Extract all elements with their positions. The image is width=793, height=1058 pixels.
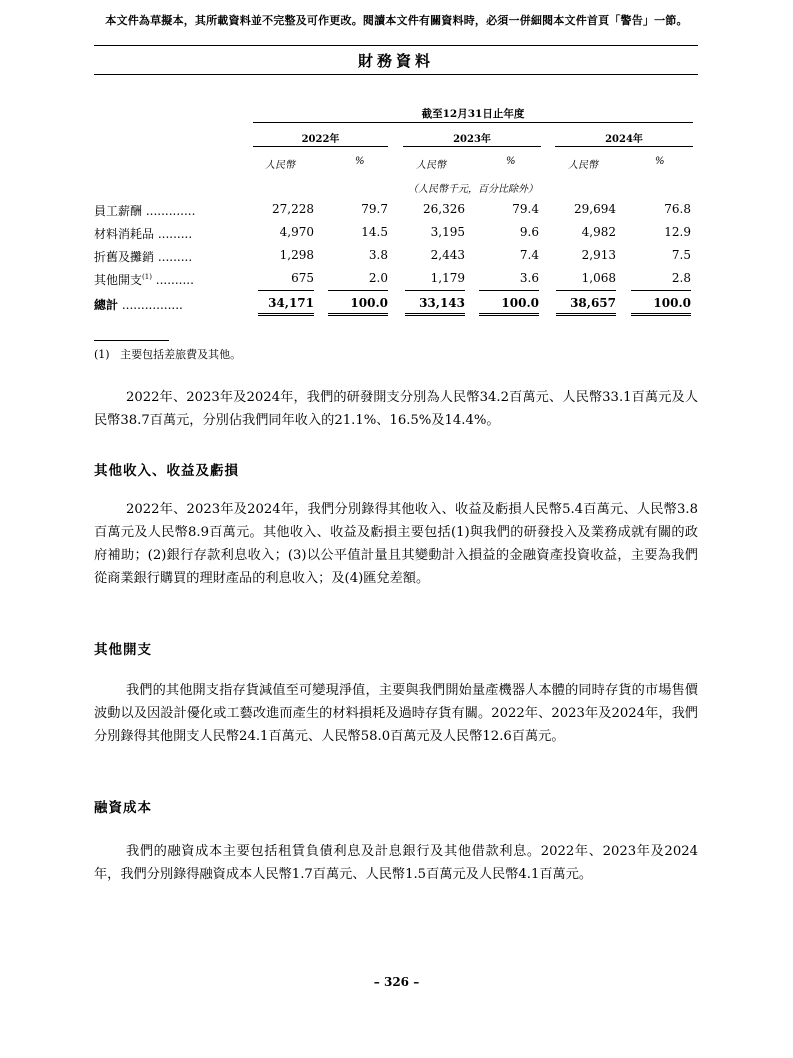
year-rule-2022 bbox=[253, 146, 388, 147]
heading-other-expenses: 其他開支 bbox=[94, 642, 152, 658]
table-cell-total: 100.0 bbox=[501, 296, 539, 310]
table-cell-total: 100.0 bbox=[653, 296, 691, 310]
footnote: (1) 主要包括差旅費及其他。 bbox=[94, 348, 242, 361]
unit-pct-2024: % bbox=[655, 156, 665, 167]
table-cell: 26,326 bbox=[423, 202, 465, 216]
subtotal-rule bbox=[258, 290, 314, 291]
table-cell: 2.0 bbox=[368, 271, 388, 285]
footnote-mark: (1) bbox=[142, 273, 152, 281]
year-rule-2023 bbox=[403, 146, 541, 147]
total-double-rule bbox=[631, 313, 691, 316]
table-cell-total: 34,171 bbox=[268, 296, 314, 310]
other-expenses-paragraph: 我們的其他開支指存貨減值至可變現淨值，主要與我們開始量產機器人本體的同時存貨的市場售價波動以及因設計優化或工藝改進而產生的材料損耗及過時存貨有關。2022年、2023年及2024年，我們分別錄得其他開支人民幣24.1百萬元、人民幣58.0百萬元及人民幣12.6百萬元。 bbox=[94, 683, 698, 744]
year-header-2023: 2023年 bbox=[453, 134, 491, 145]
table-cell: 2.8 bbox=[671, 271, 691, 285]
heading-finance-costs: 融資成本 bbox=[94, 800, 152, 816]
period-rule bbox=[253, 122, 693, 123]
table-cell: 4,970 bbox=[279, 225, 314, 239]
units-note: （人民幣千元，百分比除外） bbox=[408, 184, 538, 195]
year-rule-2024 bbox=[555, 146, 693, 147]
row-label-materials: 材料消耗品 ......... bbox=[94, 227, 193, 241]
unit-rmb-2023: 人民幣 bbox=[416, 160, 446, 171]
unit-rmb-2022: 人民幣 bbox=[265, 160, 295, 171]
table-cell: 27,228 bbox=[272, 202, 314, 216]
title-rule bbox=[94, 74, 698, 75]
table-cell-total: 100.0 bbox=[350, 296, 388, 310]
table-cell: 1,298 bbox=[279, 248, 314, 262]
table-cell: 2,913 bbox=[581, 248, 616, 262]
section-title: 財務資料 bbox=[357, 52, 434, 70]
row-label-others: 其他開支$^{(1)}$ .......... bbox=[94, 273, 194, 287]
table-cell: 4,982 bbox=[581, 225, 616, 239]
unit-pct-2022: % bbox=[355, 156, 365, 167]
table-cell: 14.5 bbox=[361, 225, 388, 239]
table-cell: 3.8 bbox=[368, 248, 388, 262]
table-cell: 3,195 bbox=[430, 225, 465, 239]
rd-expenses-paragraph: 2022年、2023年及2024年，我們的研發開支分別為人民幣34.2百萬元、人民幣33.1百萬元及人民幣38.7百萬元，分別佔我們同年收入的21.1%、16.5%及14.4%。 bbox=[94, 390, 698, 428]
other-income-paragraph: 2022年、2023年及2024年，我們分別錄得其他收入、收益及虧損人民幣5.4百萬元、人民幣3.8百萬元及人民幣8.9百萬元。其他收入、收益及虧損主要包括(1)與我們的研發投入及業務成就有關的政府補助；(2)銀行存款利息收入；(3)以公平值計量且其變動計入損益的金融資產投資收益，主要為我們從商業銀行購買的理財產品的利息收入；及(4)匯兌差額。 bbox=[94, 502, 698, 586]
table-cell: 76.8 bbox=[664, 202, 691, 216]
subtotal-rule bbox=[405, 290, 465, 291]
row-label-depreciation: 折舊及攤銷 ......... bbox=[94, 250, 193, 264]
total-double-rule bbox=[328, 313, 388, 316]
table-cell-total: 38,657 bbox=[570, 296, 616, 310]
unit-pct-2023: % bbox=[506, 156, 516, 167]
table-cell: 1,068 bbox=[581, 271, 616, 285]
table-cell: 7.4 bbox=[519, 248, 539, 262]
header-rule bbox=[94, 45, 698, 46]
table-cell: 675 bbox=[291, 271, 314, 285]
subtotal-rule bbox=[479, 290, 539, 291]
table-cell: 7.5 bbox=[671, 248, 691, 262]
table-cell: 3.6 bbox=[519, 271, 539, 285]
subtotal-rule bbox=[631, 290, 691, 291]
table-cell: 29,694 bbox=[574, 202, 616, 216]
unit-rmb-2024: 人民幣 bbox=[568, 160, 598, 171]
row-label-total: 總計 ................ bbox=[94, 298, 183, 312]
footnote-rule bbox=[94, 340, 169, 341]
row-label-staff-costs: 員工薪酬 ............. bbox=[94, 204, 196, 218]
table-cell: 79.4 bbox=[512, 202, 539, 216]
period-header: 截至12月31日止年度 bbox=[421, 108, 525, 120]
draft-warning: 本文件為草擬本，其所載資料並不完整及可作更改。閱讀本文件有關資料時，必須一併細閱本文件首頁「警告」一節。 bbox=[105, 14, 688, 27]
subtotal-rule bbox=[328, 290, 388, 291]
year-header-2024: 2024年 bbox=[605, 134, 643, 145]
heading-other-income: 其他收入、收益及虧損 bbox=[94, 463, 239, 479]
table-cell: 9.6 bbox=[519, 225, 539, 239]
total-double-rule bbox=[556, 313, 616, 316]
table-cell: 1,179 bbox=[430, 271, 465, 285]
total-double-rule bbox=[479, 313, 539, 316]
table-cell-total: 33,143 bbox=[419, 296, 465, 310]
subtotal-rule bbox=[556, 290, 616, 291]
table-cell: 2,443 bbox=[430, 248, 465, 262]
finance-costs-paragraph: 我們的融資成本主要包括租賃負債利息及計息銀行及其他借款利息。2022年、2023年及2024年，我們分別錄得融資成本人民幣1.7百萬元、人民幣1.5百萬元及人民幣4.1百萬元。 bbox=[94, 844, 698, 882]
total-double-rule bbox=[405, 313, 465, 316]
table-cell: 12.9 bbox=[664, 225, 691, 239]
page-number: – 326 – bbox=[373, 975, 420, 989]
year-header-2022: 2022年 bbox=[301, 134, 340, 145]
total-double-rule bbox=[258, 313, 314, 316]
table-cell: 79.7 bbox=[361, 202, 388, 216]
